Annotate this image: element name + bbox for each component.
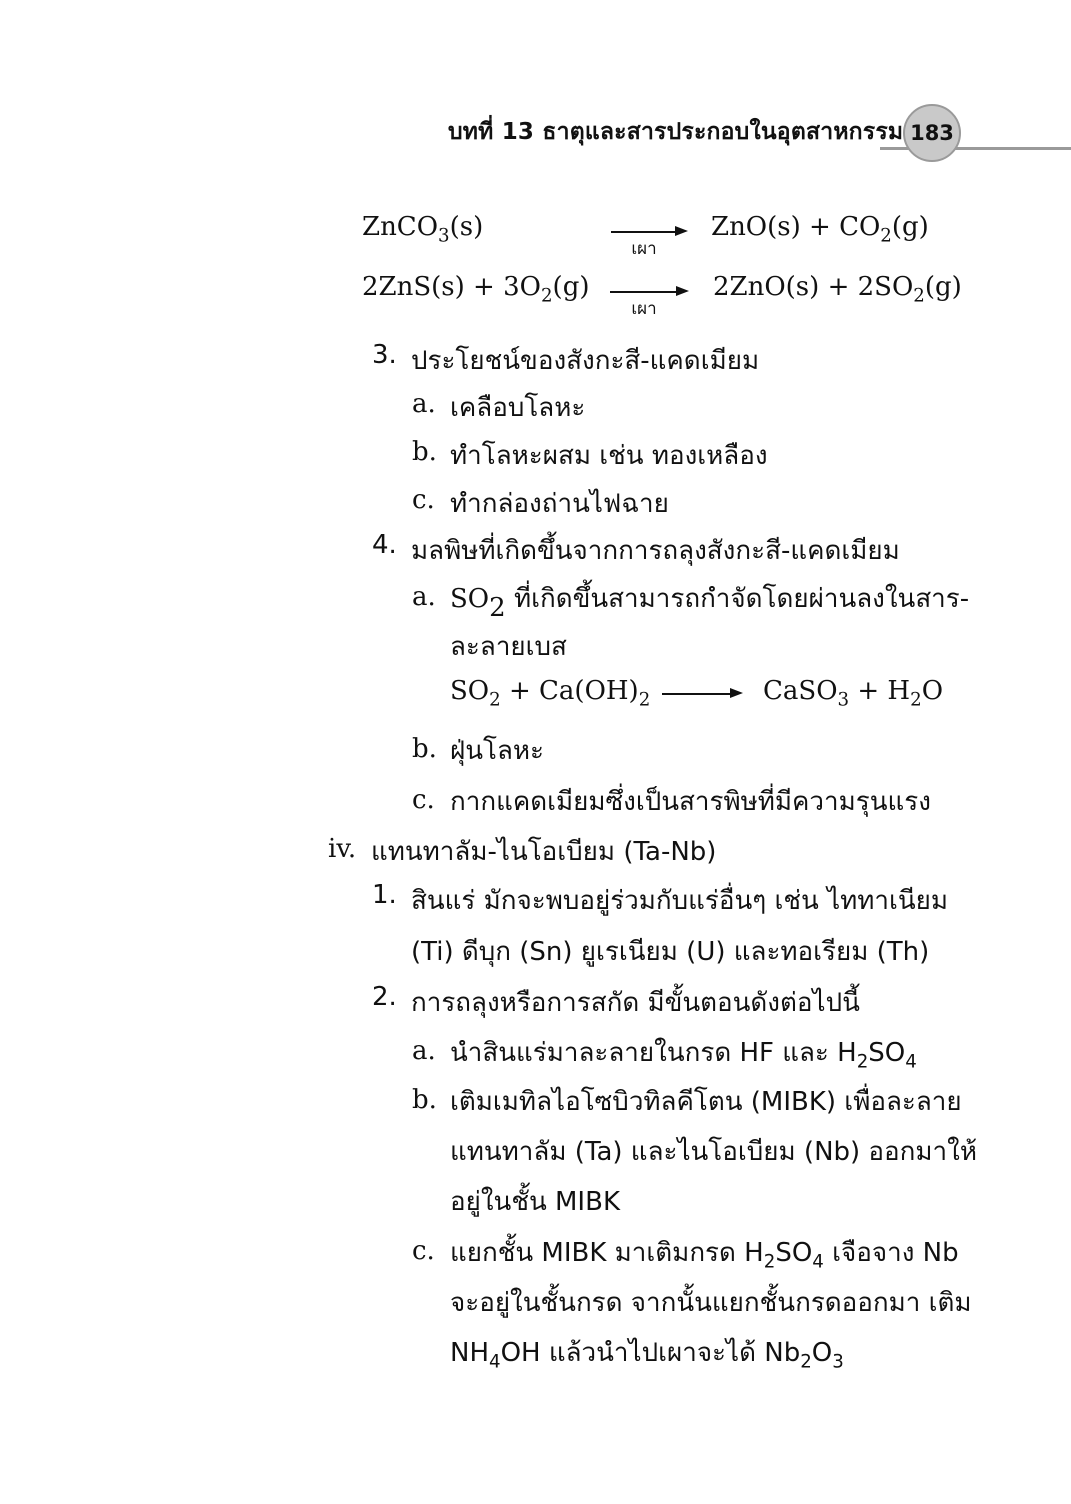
section-3-item-c-text: ทำกล่องถ่านไฟฉาย [450,489,669,519]
section-4-item-c-marker: c. [412,785,435,815]
section-3-item-a-text: เคลือบโลหะ [450,393,586,423]
section-iv-item-2a-text: นำสินแร่มาละลายในกรด HF และ $H_2SO_4$ [450,1038,917,1073]
chapter-title: บทที่ 13 ธาตุและสารประกอบในอุตสาหกรรม [448,119,904,145]
section-iv-item-1-line-2: (Ti) ดีบุก (Sn) ยูเรเนียม (U) และทอเรียม (Th) [411,937,930,967]
equation-1-condition: เผา [631,239,657,259]
section-iv-item-2c-marker: c. [412,1236,435,1266]
section-iv-item-2b-line-2: แทนทาลัม (Ta) และไนโอเบียม (Nb) ออกมาให้ [450,1137,977,1167]
section-4-equation-product: CaSO$_3$ + $H_2O$ [763,676,944,711]
equation-2-product: $2ZnO(s) + 2SO_2(g)$ [713,272,962,307]
section-3-title: ประโยชน์ของสังกะสี-แคดเมียม [411,346,760,376]
section-4-item-a-line-2: ละลายเบส [450,632,567,662]
section-iv-item-2-title: การถลุงหรือการสกัด มีขั้นตอนดังต่อไปนี้ [411,988,860,1018]
section-iv-item-2-marker: 2. [372,982,397,1012]
section-3-marker: 3. [372,340,397,370]
section-4-marker: 4. [372,530,397,560]
section-iv-item-2c-line-1: แยกชั้น MIBK มาเติมกรด $H_2SO_4$ เจือจาง Nb [450,1238,959,1273]
section-iv-item-1-marker: 1. [372,880,397,910]
section-iv-title: แทนทาลัม-ไนโอเบียม (Ta-Nb) [371,837,717,867]
section-iv-item-2b-line-3: อยู่ในชั้น MIBK [450,1187,620,1217]
section-4-item-a-line-1: $SO_2$ ที่เกิดขึ้นสามารถกำจัดโดยผ่านลงในสาร- [450,584,970,624]
section-3-item-b-marker: b. [412,437,437,467]
equation-2-reactant: $2ZnS(s) + 3O_2(g)$ [362,272,590,307]
section-iv-marker: iv. [328,834,357,864]
section-iv-item-2b-line-1: เติมเมทิลไอโซบิวทิลคีโตน (MIBK) เพื่อละลาย [450,1087,962,1117]
section-4-item-b-text: ฝุ่นโลหะ [450,736,545,766]
section-3-item-b-text: ทำโลหะผสม เช่น ทองเหลือง [450,441,768,471]
section-iv-item-2c-line-2: จะอยู่ในชั้นกรด จากนั้นแยกชั้นกรดออกมา เติม [450,1288,972,1318]
section-iv-item-1-line-1: สินแร่ มักจะพบอยู่ร่วมกับแร่อื่นๆ เช่น ไททาเนียม [411,886,949,916]
section-4-item-c-text: กากแคดเมียมซึ่งเป็นสารพิษที่มีความรุนแรง [450,787,931,817]
equation-1-product: $ZnO(s) + CO_2(g)$ [711,212,929,247]
section-4-item-b-marker: b. [412,734,437,764]
section-3-item-a-marker: a. [412,389,436,419]
equation-2-condition: เผา [631,299,657,319]
section-3-item-c-marker: c. [412,485,435,515]
section-4-title: มลพิษที่เกิดขึ้นจากการถลุงสังกะสี-แคดเมียม [411,536,900,566]
equation-1-reactant: ZnCO$_3$(s) [362,212,484,247]
page-number-badge: 183 [903,104,961,162]
section-iv-item-2a-marker: a. [412,1036,436,1066]
section-iv-item-2b-marker: b. [412,1085,437,1115]
section-4-item-a-marker: a. [412,582,436,612]
section-iv-item-2c-line-3: $NH_4OH$ แล้วนำไปเผาจะได้ $Nb_2O_3$ [450,1338,844,1373]
section-4-equation-reactant: $SO_2 + Ca(OH)_2$ [450,676,651,711]
